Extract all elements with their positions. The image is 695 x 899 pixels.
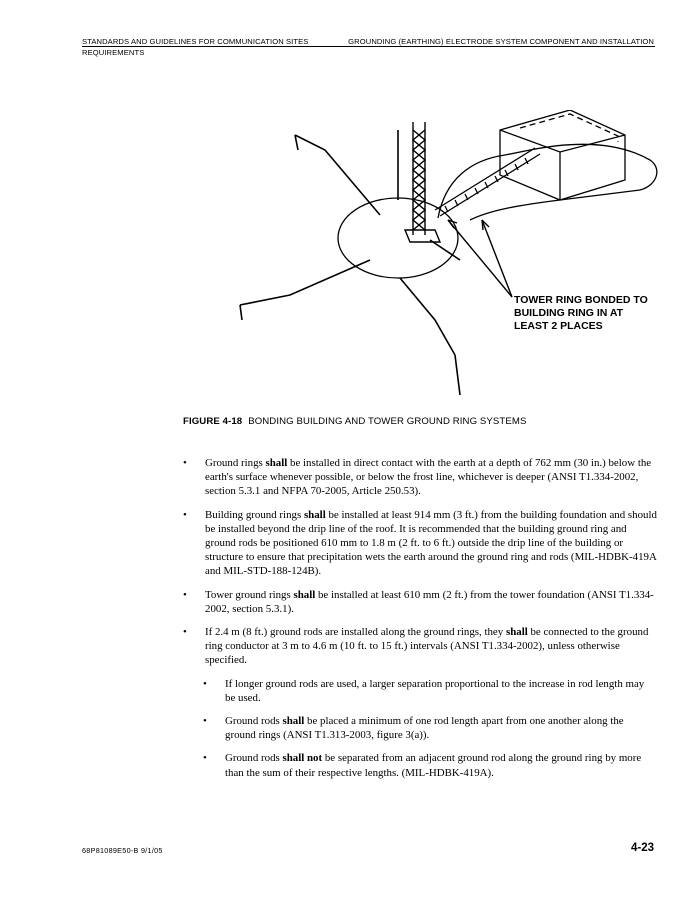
bullet-icon: • bbox=[203, 752, 207, 765]
list-item: • Building ground rings shall be installed at least 914 mm (3 ft.) from the building foundation and should be installed beyond the drip line of the roof. It is recommended that the building ground ring and ground rods be positioned 610 mm to 1.8 m (2 ft. to 6 ft.) outside the drip line of the building or structure to ensure that precipitation wets the earth around the ground ring and rods (MIL-HDBK-419A and MIL-STD-188-124B). bbox=[183, 508, 657, 578]
list-item: • If 2.4 m (8 ft.) ground rods are installed along the ground rings, they shall be connected to the ground ring conductor at 3 m to 4.6 m (10 ft. to 15 ft.) intervals (ANSI T1.334-2002), unless otherwise specified. bbox=[183, 626, 649, 667]
sub-list-item: • If longer ground rods are used, a larger separation proportional to the increase in rod length may be used. bbox=[203, 677, 645, 704]
header-left: STANDARDS AND GUIDELINES FOR COMMUNICATION SITES bbox=[82, 37, 309, 46]
bullet-icon: • bbox=[183, 588, 187, 601]
callout-line: TOWER RING BONDED TO bbox=[514, 294, 648, 306]
grounding-diagram bbox=[230, 110, 670, 400]
building-ground-ring bbox=[438, 144, 657, 220]
bullet-icon: • bbox=[183, 508, 187, 521]
tower bbox=[405, 122, 440, 242]
header-rule bbox=[82, 46, 655, 47]
requirements-list bbox=[183, 456, 657, 789]
callout-line: BUILDING RING IN AT bbox=[514, 307, 624, 319]
bullet-icon: • bbox=[183, 457, 187, 469]
figure-callout bbox=[514, 294, 648, 333]
footer-doc-id: 68P81089E50-B 9/1/05 bbox=[82, 846, 163, 855]
bullet-icon: • bbox=[183, 626, 187, 639]
bullet-icon: • bbox=[203, 677, 207, 690]
cable-ladder bbox=[435, 148, 540, 216]
sub-list-item: • Ground rods shall not be separated from an adjacent ground rod along the ground ring by more than the sum of their respective lengths. (MIL-HDBK-419A). bbox=[203, 752, 642, 779]
callout-line: LEAST 2 PLACES bbox=[514, 320, 603, 332]
header-left-continued: REQUIREMENTS bbox=[82, 48, 145, 57]
page-number: 4-23 bbox=[630, 842, 654, 854]
figure-number: FIGURE 4-18 bbox=[183, 416, 243, 427]
bullet-icon: • bbox=[203, 715, 207, 728]
sub-list-item: • Ground rods shall be placed a minimum of one rod length apart from one another along the ground rings (ANSI T1.313-2003, figure 3(a)). bbox=[203, 715, 624, 742]
equipment-building bbox=[500, 110, 625, 200]
figure-caption bbox=[183, 416, 526, 427]
header-right: GROUNDING (EARTHING) ELECTRODE SYSTEM COMPONENT AND INSTALLATION bbox=[348, 37, 654, 46]
list-item: • Tower ground rings shall be installed at least 610 mm (2 ft.) from the tower foundation (ANSI T1.334-2002, section 5.3.1). bbox=[183, 588, 654, 615]
list-item: • Ground rings shall be installed in direct contact with the earth at a depth of 762 mm (30 in.) below the earth's surface whenever possible, or below the frost line, whichever is deeper (ANSI T1.334-2002, section 5.3.1 and NFPA 70-2005, Article 250.53). bbox=[183, 457, 652, 498]
figure-caption-text: BONDING BUILDING AND TOWER GROUND RING SYSTEMS bbox=[248, 416, 527, 427]
